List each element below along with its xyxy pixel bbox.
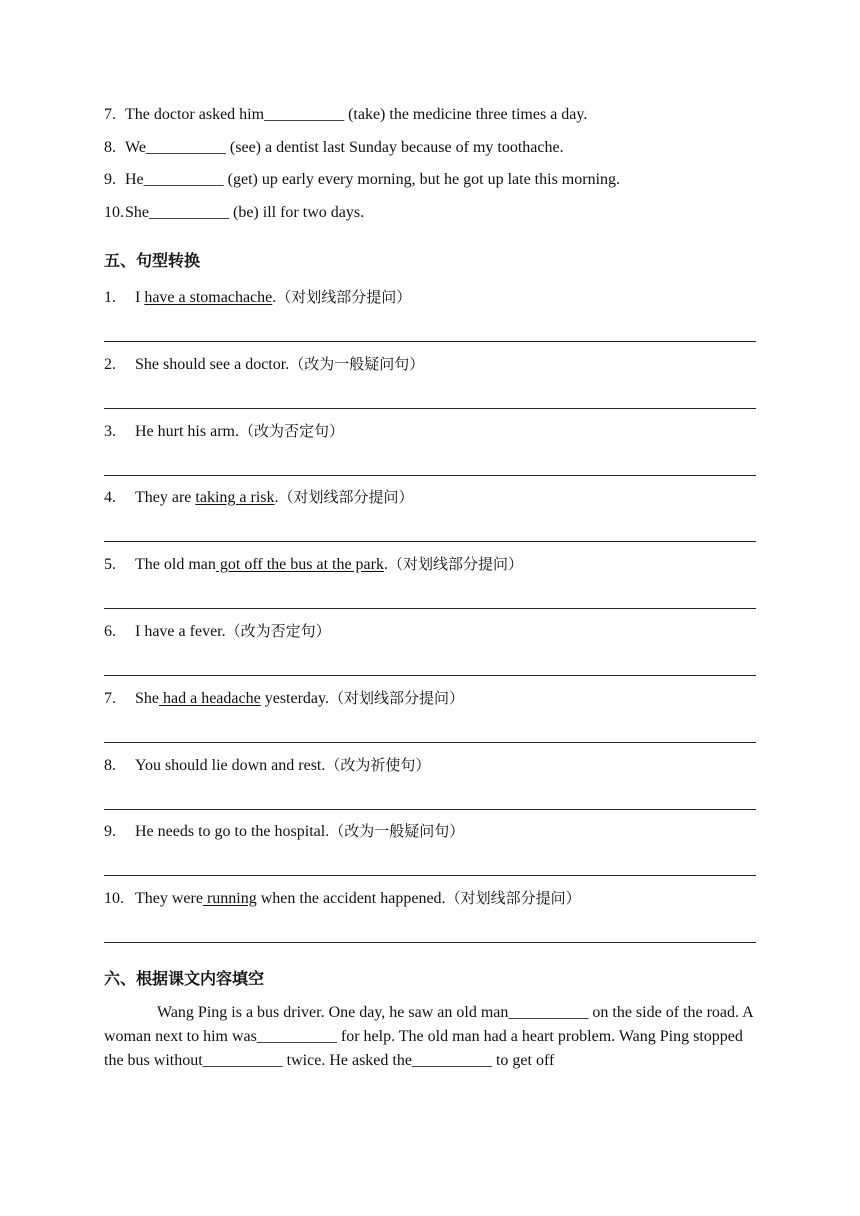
answer-line[interactable] (104, 475, 756, 476)
answer-line[interactable] (104, 675, 756, 676)
item-text: The old man (135, 556, 216, 573)
item-text: She__________ (be) ill for two days. (125, 204, 365, 221)
instruction-note: （对划线部分提问） (276, 288, 412, 306)
transform-item-4 (104, 487, 414, 508)
transform-item-10 (104, 888, 581, 909)
answer-line[interactable] (104, 341, 756, 342)
item-text: She should see a doctor. (135, 356, 290, 373)
passage-paragraph (104, 1001, 756, 1073)
fill-item-10 (104, 203, 364, 223)
item-text: We__________ (see) a dentist last Sunday because of my toothache. (125, 139, 564, 156)
transform-item-1 (104, 287, 411, 308)
answer-line[interactable] (104, 408, 756, 409)
item-text: They are (135, 489, 196, 506)
transform-item-9 (104, 821, 464, 842)
transform-item-7 (104, 688, 464, 709)
instruction-note: （改为祈使句） (325, 756, 431, 774)
transform-item-3 (104, 421, 344, 442)
answer-line[interactable] (104, 875, 756, 876)
item-text-end: . (383, 556, 388, 573)
item-text: He__________ (get) up early every morning, but he got up late this morning. (125, 171, 621, 188)
item-number: 10. (104, 890, 124, 907)
item-text-end: yesterday. (260, 690, 329, 707)
item-text: They were (135, 890, 203, 907)
item-number: 7. (104, 106, 116, 123)
item-text: You should lie down and rest. (135, 757, 326, 774)
item-number: 2. (104, 356, 116, 373)
item-text: I (135, 289, 145, 306)
answer-line[interactable] (104, 809, 756, 810)
instruction-note: （对划线部分提问） (278, 488, 414, 506)
item-number: 6. (104, 623, 116, 640)
item-text: He hurt his arm. (135, 423, 239, 440)
underlined-phrase: taking a risk (195, 489, 275, 506)
item-number: 5. (104, 556, 116, 573)
instruction-note: （对划线部分提问） (445, 889, 581, 907)
fill-item-9 (104, 170, 620, 190)
item-number: 9. (104, 823, 116, 840)
fill-item-7 (104, 105, 587, 125)
item-text: He needs to go to the hospital. (135, 823, 330, 840)
section-title-5: 五、句型转换 (104, 251, 201, 270)
underlined-phrase: have a stomachache (144, 289, 273, 306)
underlined-phrase: running (202, 890, 257, 907)
item-number: 8. (104, 757, 116, 774)
transform-item-2 (104, 354, 424, 375)
instruction-note: （改为一般疑问句） (289, 355, 425, 373)
transform-item-8 (104, 755, 430, 776)
section-title-6: 六、根据课文内容填空 (104, 969, 265, 988)
transform-item-5 (104, 554, 523, 575)
instruction-note: （对划线部分提问） (328, 689, 464, 707)
item-number: 9. (104, 171, 116, 188)
item-text-end: when the accident happened. (256, 890, 446, 907)
underlined-phrase: had a headache (159, 690, 261, 707)
item-text: She (135, 690, 159, 707)
instruction-note: （改为否定句） (225, 622, 331, 640)
instruction-note: （改为一般疑问句） (329, 822, 465, 840)
transform-item-6 (104, 621, 331, 642)
answer-line[interactable] (104, 608, 756, 609)
answer-line[interactable] (104, 742, 756, 743)
answer-line[interactable] (104, 942, 756, 943)
item-number: 8. (104, 139, 116, 156)
item-text-end: . (274, 489, 279, 506)
item-number: 10. (104, 204, 124, 221)
answer-line[interactable] (104, 541, 756, 542)
item-text: I have a fever. (135, 623, 226, 640)
item-text: The doctor asked him__________ (take) the medicine three times a day. (125, 106, 588, 123)
instruction-note: （对划线部分提问） (387, 555, 523, 573)
underlined-phrase: got off the bus at the park (215, 556, 384, 573)
passage-text: Wang Ping is a bus driver. One day, he saw an old man__________ on the side of the road. A woman next to him was__________ for help. The old man had a heart problem. Wang Ping stopped the bus without__________ twice. He asked the__________ to get off (104, 1004, 753, 1069)
item-number: 4. (104, 489, 116, 506)
item-number: 3. (104, 423, 116, 440)
item-number: 7. (104, 690, 116, 707)
item-number: 1. (104, 289, 116, 306)
item-text-end: . (272, 289, 277, 306)
instruction-note: （改为否定句） (238, 422, 344, 440)
fill-item-8 (104, 138, 564, 158)
